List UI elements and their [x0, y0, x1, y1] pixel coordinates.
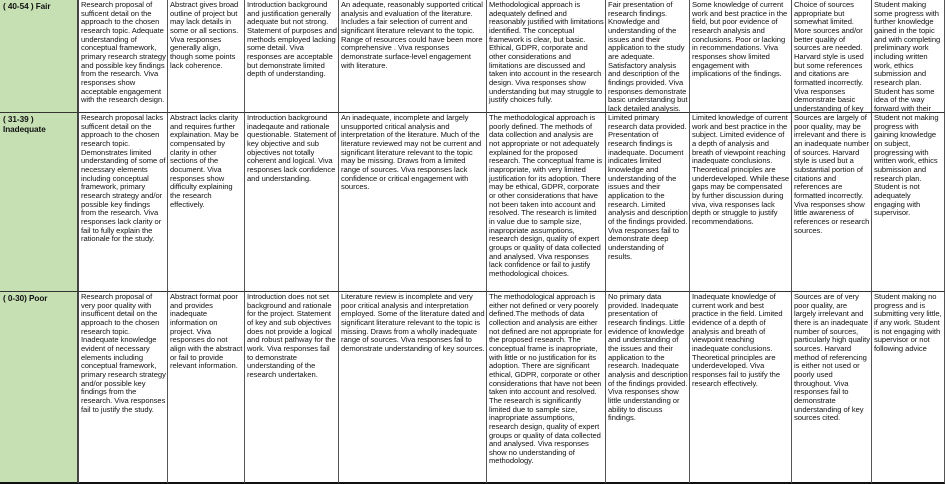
- rubric-criterion-cell: Limited knowledge of current work and best practice in the subject. Limited evidence of a depth of analysis and breath of viewpoint reaching inadequate conclusions. Theoretical principles are underdeveloped. While these gaps may be compensated by further discussion during viva, viva responses lack depth or struggle to justify recommendations.: [690, 113, 792, 292]
- rubric-criterion-cell: An adequate, reasonably supported critical analysis and evaluation of the literature. Includes a fair selection of current and significant literature relevant to the topic. Range of resources could have been more comprehensive . Viva responses demonstrate surface-level engagement with literature.: [339, 0, 487, 113]
- rubric-criterion-cell: Sources are of very poor quality, are largely irrelevant and there is an inadequate number of sources, particularly high quality sources. Harvard method of referencing is either not used or poorly used throughout. Viva responses fail to demonstrate understanding of key sources cited.: [792, 292, 872, 484]
- rubric-criterion-cell: Literature review is incomplete and very poor critical analysis and interpretation employed. Some of the literature dated and significant literature relevant to the topic is missing. Draws from a wholly inadequate range of sources. Viva responses fail to demonstrate understanding of key sources.: [339, 292, 487, 484]
- rubric-criterion-cell: Introduction does not set background and rationale for the project. Statement of key and sub objectives does not provide a logical and robust pathway for the work. Viva responses fail to demonstrate understanding of the research undertaken.: [245, 292, 339, 484]
- rubric-criterion-cell: Research proposal of very poor quality with insufficent detail on the approach to the chosen research topic. Inadequate knowledge evident of necessary elements including conceptual framework, primary research strategy and/or possible key findings from the research. Viva responses fail to justify the study.: [79, 292, 168, 484]
- rubric-criterion-cell: Student not making progress with gaining knowledge on subject, progressing with written work, ethics submission and research plan. Student is not adequately engaging with supervisor.: [872, 113, 945, 292]
- rubric-criterion-cell: Limited primary research data provided. Presentation of research findings is inadequate. Document indicates limited knowledge and understanding of the issues and their application to the research. Limited analysis and description of the findings provided. Viva responses fail to demonstrate deep understanding of results.: [606, 113, 690, 292]
- rubric-criterion-cell: Student making no progress and is submitting very little, if any work. Student is not engaging with supervisor or not following advice: [872, 292, 945, 484]
- rubric-criterion-cell: Fair presentation of research findings. Knowledge and understanding of the issues and their application to the study are adequate. Satisfactory analysis and description of the findings provided. Viva responses demonstrate basic understanding but lack detailed analysis.: [606, 0, 690, 113]
- rubric-criterion-cell: The methodological approach is poorly defined. The methods of data collection and analysis are not appropriate or not adequately explained for the proposed research. The conceptual frame is inapropriate, with very limited justification for its adoption. There may be ethical, GDPR, corporate or other considerations that have not been taken into account and resolved. The research is limited in value due to sample size, inapropriate assumptions, research design, quality of expert groups or quality of data collected and analysed. Viva responses lack confidence or fail to justify methodological choices.: [487, 113, 606, 292]
- rubric-criterion-cell: No primary data provided. Inadequate presentation of research findings. Little evidence of knowledge and understanding of the issues and their application to the research. Inadequate analysis and description of the findings provided. Viva responses show little understanding or ability to discuss findings.: [606, 292, 690, 484]
- grade-band-label: ( 40-54 ) Fair: [0, 0, 79, 113]
- rubric-criterion-cell: Research proposal lacks sufficent detail on the approach to the chosen research topic. Demonstrates limited understanding of some of necessary elements including conceptual framework, primary research strategy and/or possible key findings from the research. Viva responses lack clarity or fail to fully explain the rationale for the study.: [79, 113, 168, 292]
- rubric-criterion-cell: An inadequate, incomplete and largely unsupported critical analysis and interpretation of the literature. Much of the literature reviewed may not be current and significant literature relevant to the topic may be missing. Draws from a limited range of sources. Viva responses lack confidence or critical engagement with sources.: [339, 113, 487, 292]
- rubric-criterion-cell: Introduction background and justification generally adequate but not strong. Statement of purposes and methods employed lacking some detail. Viva responses are acceptable but demonstrate limited depth of understanding.: [245, 0, 339, 113]
- rubric-criterion-cell: Introduction background inadeqaute and rationale questionable. Statement of key objective and sub objectives not totally coherent and logical. Viva responses lack confidence and understanding.: [245, 113, 339, 292]
- rubric-criterion-cell: Abstract gives broad outline of project but may lack details in some or all sections. Viva responses generally align, though some points lack coherence.: [168, 0, 245, 113]
- grade-band-label: ( 0-30) Poor: [0, 292, 79, 484]
- rubric-criterion-cell: Student making some progress with further knowledge gained in the topic and with completing preliminary work including written work, ethics submission and research plan. Student has some idea of the way forward with their: [872, 0, 945, 113]
- rubric-criterion-cell: Sources are largely of poor quality, may be irrelevant and there is an inadequate number of sources. Harvard style is used but a substantial portion of citations and references are formatted incorrectly. Viva responses show little awareness of references or research sources.: [792, 113, 872, 292]
- rubric-criterion-cell: Methodological approach is adequately defined and reasonably justified with limitations identified. The conceptual framework is clear, but basic. Ethical, GDPR, corporate and other considerations and limitations are discussed and taken into account in the research design. Viva responses show understanding but may struggle to justify choices fully.: [487, 0, 606, 113]
- rubric-criterion-cell: The methodological approach is either not defined or very poorely defined.The methods of data collection and analysis are either not defined are not appropriate for the proposed research. The conceptual frame is inapropriate, with little or no justification for its adoption. There are significant ethical, GDPR, corporate or other considerations that have not been taken into account and resolved. The research is significantly limited due to sample size, inapropriate assumptions, research design, quality of expert groups or quality of data collected and analysed. Viva responses show no understanding of methodology.: [487, 292, 606, 484]
- rubric-criterion-cell: Research proposal of sufficent detail on the approach to the chosen research topic. Adequate understanding of conceptual framework, primary research strategy and possible key findings from the research. Viva responses show acceptable engagement with the research design.: [79, 0, 168, 113]
- rubric-criterion-cell: Abstract lacks clarity and requires further explaination. May be compensated by clarity in other sections of the document. Viva responses show difficulty explaining the research effectively.: [168, 113, 245, 292]
- rubric-criterion-cell: Abstract format poor and provides inadequate information on project. Viva responses do not align with the abstract or fail to provide relevant information.: [168, 292, 245, 484]
- rubric-criterion-cell: Inadequate knowledge of current work and best practice in the field. Limited evidence of a depth of analysis and breath of viewpoint reaching inadequate conclusions. Theoretical principles are underdeveloped. Viva responses fail to justify the research effectively.: [690, 292, 792, 484]
- grade-band-label: ( 31-39 ) Inadequate: [0, 113, 79, 292]
- rubric-criterion-cell: Choice of sources appropriate but somewhat limited. More sources and/or better quality of sources are needed. Harvard style is used but some references and citations are formatted incorrectly. Viva responses demonstrate basic understanding of key: [792, 0, 872, 113]
- rubric-criterion-cell: Some knowledge of current work and best practice in the field, but poor evidence of research analysis and conclusions. Poor or lacking in recommendations. Viva responses show limited engagement with implications of the findings.: [690, 0, 792, 113]
